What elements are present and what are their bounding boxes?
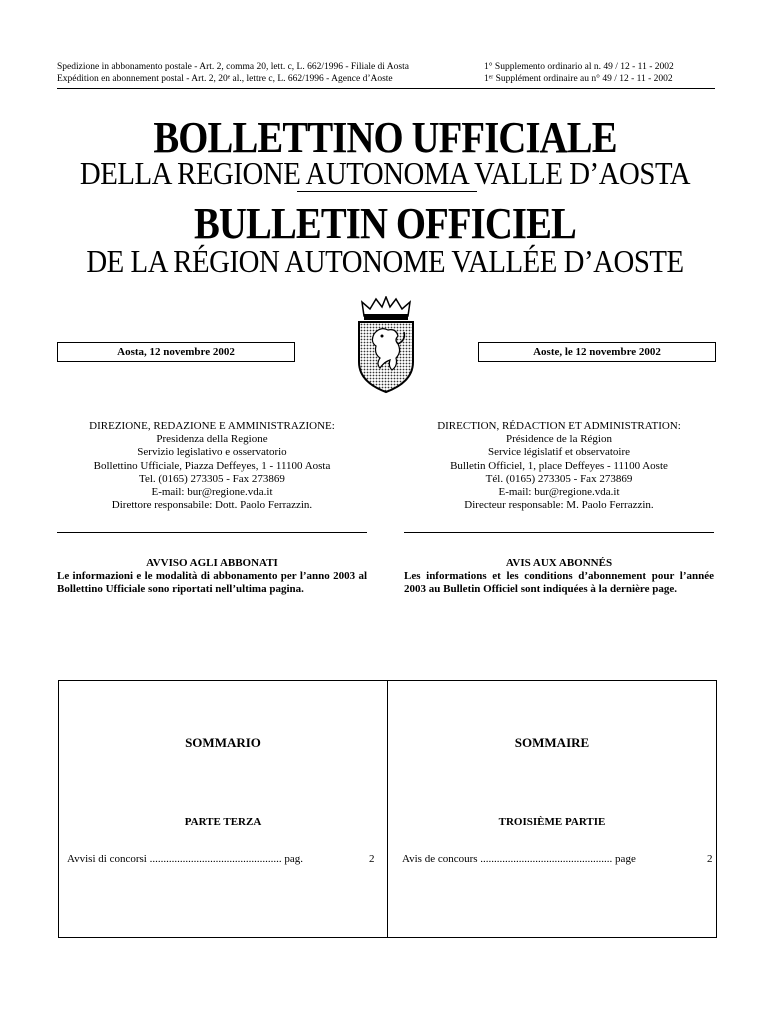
address-it-line: Presidenza della Regione — [156, 433, 268, 446]
summary-fr-part: TROISIÈME PARTIE — [498, 816, 606, 828]
address-it-director: Direttore responsabile: Dott. Paolo Ferrazzin. — [111, 499, 313, 512]
postal-line-it: Spedizione in abbonamento postale - Art. 2, comma 20, lett. c, L. 662/1996 - Filiale di Aosta — [57, 62, 409, 72]
title-it-main: BOLLETTINO UFFICIALE — [153, 113, 617, 162]
date-fr: Aoste, le 12 novembre 2002 — [478, 342, 716, 362]
address-fr-email: E-mail: bur@regione.vda.it — [498, 486, 620, 499]
address-it-line: DIREZIONE, REDAZIONE E AMMINISTRAZIONE: — [89, 420, 335, 432]
summary-it-page: 2 — [369, 853, 375, 865]
header-rule — [57, 88, 715, 89]
notice-fr-body: Les informations et les conditions d’abonnement pour l’année 2003 au Bulletin Officiel sont indiquées à la dernière page. — [404, 570, 714, 595]
title-divider — [297, 191, 477, 192]
title-fr-main: BULLETIN OFFICIEL — [193, 199, 577, 248]
notice-it-title: AVVISO AGLI ABBONATI — [146, 557, 278, 569]
summary-it-part: PARTE TERZA — [184, 816, 262, 828]
summary-fr-page: 2 — [707, 853, 713, 865]
title-it-sub: DELLA REGIONE AUTONOMA VALLE D’AOSTA — [79, 155, 691, 191]
supplement-line-fr: 1ᵉʳ Supplément ordinaire au n° 49 / 12 - 11 - 2002 — [484, 74, 673, 84]
address-fr-line: Présidence de la Région — [506, 433, 612, 446]
notice-it — [57, 557, 367, 596]
date-it: Aosta, 12 novembre 2002 — [57, 342, 295, 362]
address-it-email: E-mail: bur@regione.vda.it — [151, 486, 273, 499]
summary-it-heading: SOMMARIO — [185, 735, 261, 750]
notice-fr — [404, 557, 714, 596]
title-fr-sub: DE LA RÉGION AUTONOME VALLÉE D’AOSTE — [86, 243, 684, 279]
summary-it-entry[interactable]: Avvisi di concorsi ................................................ pag. — [67, 853, 303, 865]
notice-fr-title: AVIS AUX ABONNÉS — [505, 557, 613, 569]
address-fr-line: Bulletin Officiel, 1, place Deffeyes - 11100 Aoste — [450, 459, 668, 472]
notice-it-body: Le informazioni e le modalità di abbonamento per l’anno 2003 al Bollettino Ufficiale sono riportati nell’ultima pagina. — [57, 570, 367, 595]
address-it-line: Servizio legislativo e osservatorio — [137, 446, 287, 459]
postal-line-fr: Expédition en abonnement postal - Art. 2, 20ᵉ al., lettre c, L. 662/1996 - Agence d’Aoste — [57, 74, 393, 84]
address-block-fr — [404, 420, 714, 512]
address-fr-line: DIRECTION, RÉDACTION ET ADMINISTRATION: — [437, 420, 681, 432]
summary-fr-entry[interactable]: Avis de concours ................................................ page — [402, 853, 636, 865]
summary-box — [58, 680, 717, 938]
summary-fr-heading: SOMMAIRE — [514, 735, 590, 750]
address-block-it — [57, 420, 367, 512]
address-fr-line: Tél. (0165) 273305 - Fax 273869 — [485, 472, 633, 485]
address-fr-director: Directeur responsable: M. Paolo Ferrazzin. — [464, 499, 654, 512]
address-rule-it — [57, 532, 367, 533]
address-fr-line: Service législatif et observatoire — [487, 446, 631, 459]
coat-of-arms-icon — [354, 296, 418, 394]
address-rule-fr — [404, 532, 714, 533]
address-it-line: Tel. (0165) 273305 - Fax 273869 — [139, 472, 285, 485]
address-it-line: Bollettino Ufficiale, Piazza Deffeyes, 1 - 11100 Aosta — [93, 459, 331, 472]
supplement-line-it: 1° Supplemento ordinario al n. 49 / 12 - 11 - 2002 — [484, 62, 674, 72]
summary-divider — [387, 681, 388, 937]
